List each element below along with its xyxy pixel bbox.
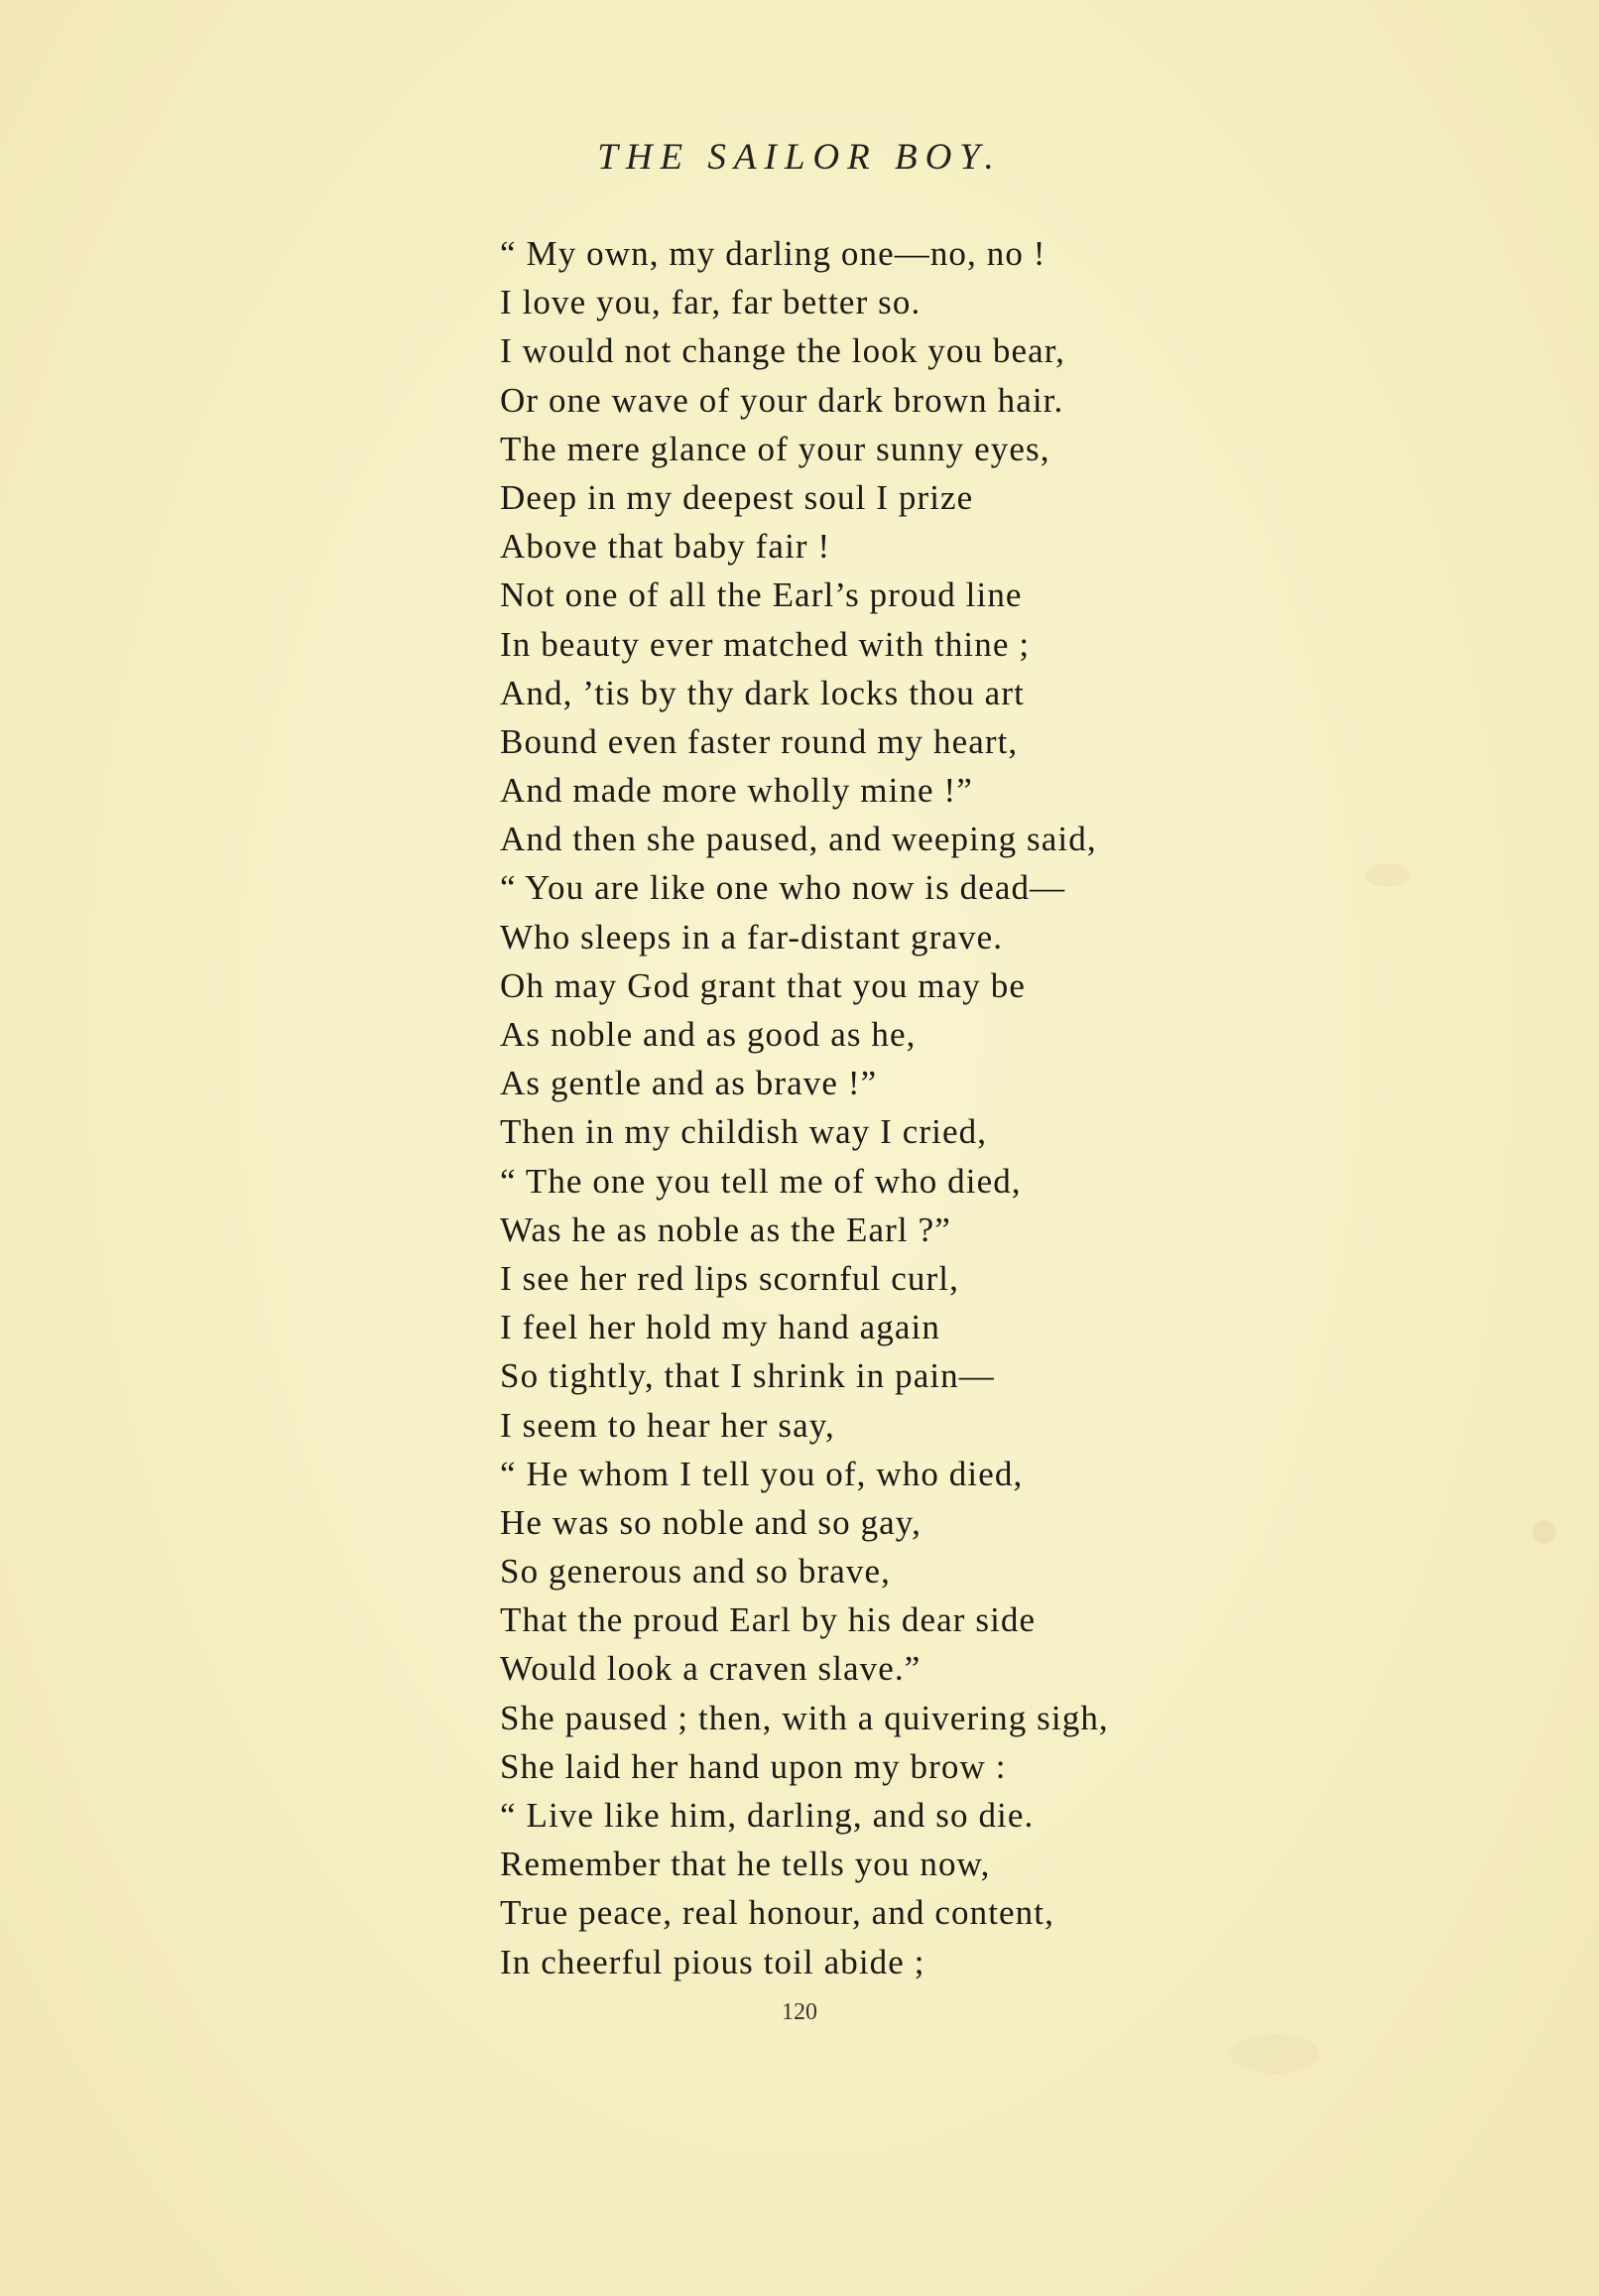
- poem-line: So generous and so brave,: [500, 1552, 891, 1592]
- poem-line: That the proud Earl by his dear side: [500, 1600, 1037, 1640]
- poem-line: I love you, far, far better so.: [500, 283, 922, 322]
- poem-line: “ The one you tell me of who died,: [500, 1161, 1022, 1201]
- poem-line: Bound even faster round my heart,: [500, 721, 1019, 761]
- poem-line: And made more wholly mine !”: [500, 771, 973, 811]
- running-head: THE SAILOR BOY.: [597, 137, 1002, 178]
- poem-line: I seem to hear her say,: [500, 1405, 835, 1445]
- poem-line: Then in my childish way I cried,: [500, 1112, 988, 1152]
- paper-stain: [1533, 1520, 1556, 1544]
- poem-line: She laid her hand upon my brow :: [500, 1746, 1007, 1786]
- poem-line: I see her red lips scornful curl,: [500, 1258, 959, 1298]
- paper-stain: [1365, 863, 1411, 887]
- poem-line: Deep in my deepest soul I prize: [500, 477, 974, 517]
- poem-line: True peace, real honour, and content,: [500, 1893, 1054, 1933]
- poem-line: “ He whom I tell you of, who died,: [500, 1454, 1024, 1493]
- poem-line: He was so noble and so gay,: [500, 1502, 922, 1542]
- poem-line: Remember that he tells you now,: [500, 1845, 991, 1884]
- poem-line: In beauty ever matched with thine ;: [500, 624, 1031, 664]
- poem-line: “ Live like him, darling, and so die.: [500, 1796, 1035, 1835]
- poem-line: As gentle and as brave !”: [500, 1064, 878, 1103]
- poem-line: And, ’tis by thy dark locks thou art: [500, 673, 1025, 712]
- paper-stain: [1230, 2034, 1319, 2074]
- poem-line: Oh may God grant that you may be: [500, 965, 1026, 1005]
- poem-line: As noble and as good as he,: [500, 1015, 917, 1054]
- poem-line: So tightly, that I shrink in pain—: [500, 1356, 995, 1396]
- poem-line: Above that baby fair !: [500, 527, 831, 567]
- poem-line: Or one wave of your dark brown hair.: [500, 380, 1064, 420]
- poem-text: [500, 229, 1293, 1986]
- poem-line: She paused ; then, with a quivering sigh,: [500, 1698, 1109, 1737]
- poem-line: I feel her hold my hand again: [500, 1308, 940, 1347]
- poem-line: In cheerful pious toil abide ;: [500, 1942, 925, 1981]
- poem-line: Who sleeps in a far-distant grave.: [500, 917, 1004, 957]
- poem-line: And then she paused, and weeping said,: [500, 820, 1097, 859]
- poem-line: Was he as noble as the Earl ?”: [500, 1210, 951, 1249]
- poem-line: I would not change the look you bear,: [500, 331, 1065, 371]
- poem-line: “ You are like one who now is dead—: [500, 868, 1066, 908]
- poem-line: “ My own, my darling one—no, no !: [500, 234, 1046, 273]
- poem-line: Would look a craven slave.”: [500, 1649, 922, 1689]
- poem-line: Not one of all the Earl’s proud line: [500, 575, 1023, 615]
- page-number: 120: [782, 1999, 817, 2025]
- poem-line: The mere glance of your sunny eyes,: [500, 429, 1050, 468]
